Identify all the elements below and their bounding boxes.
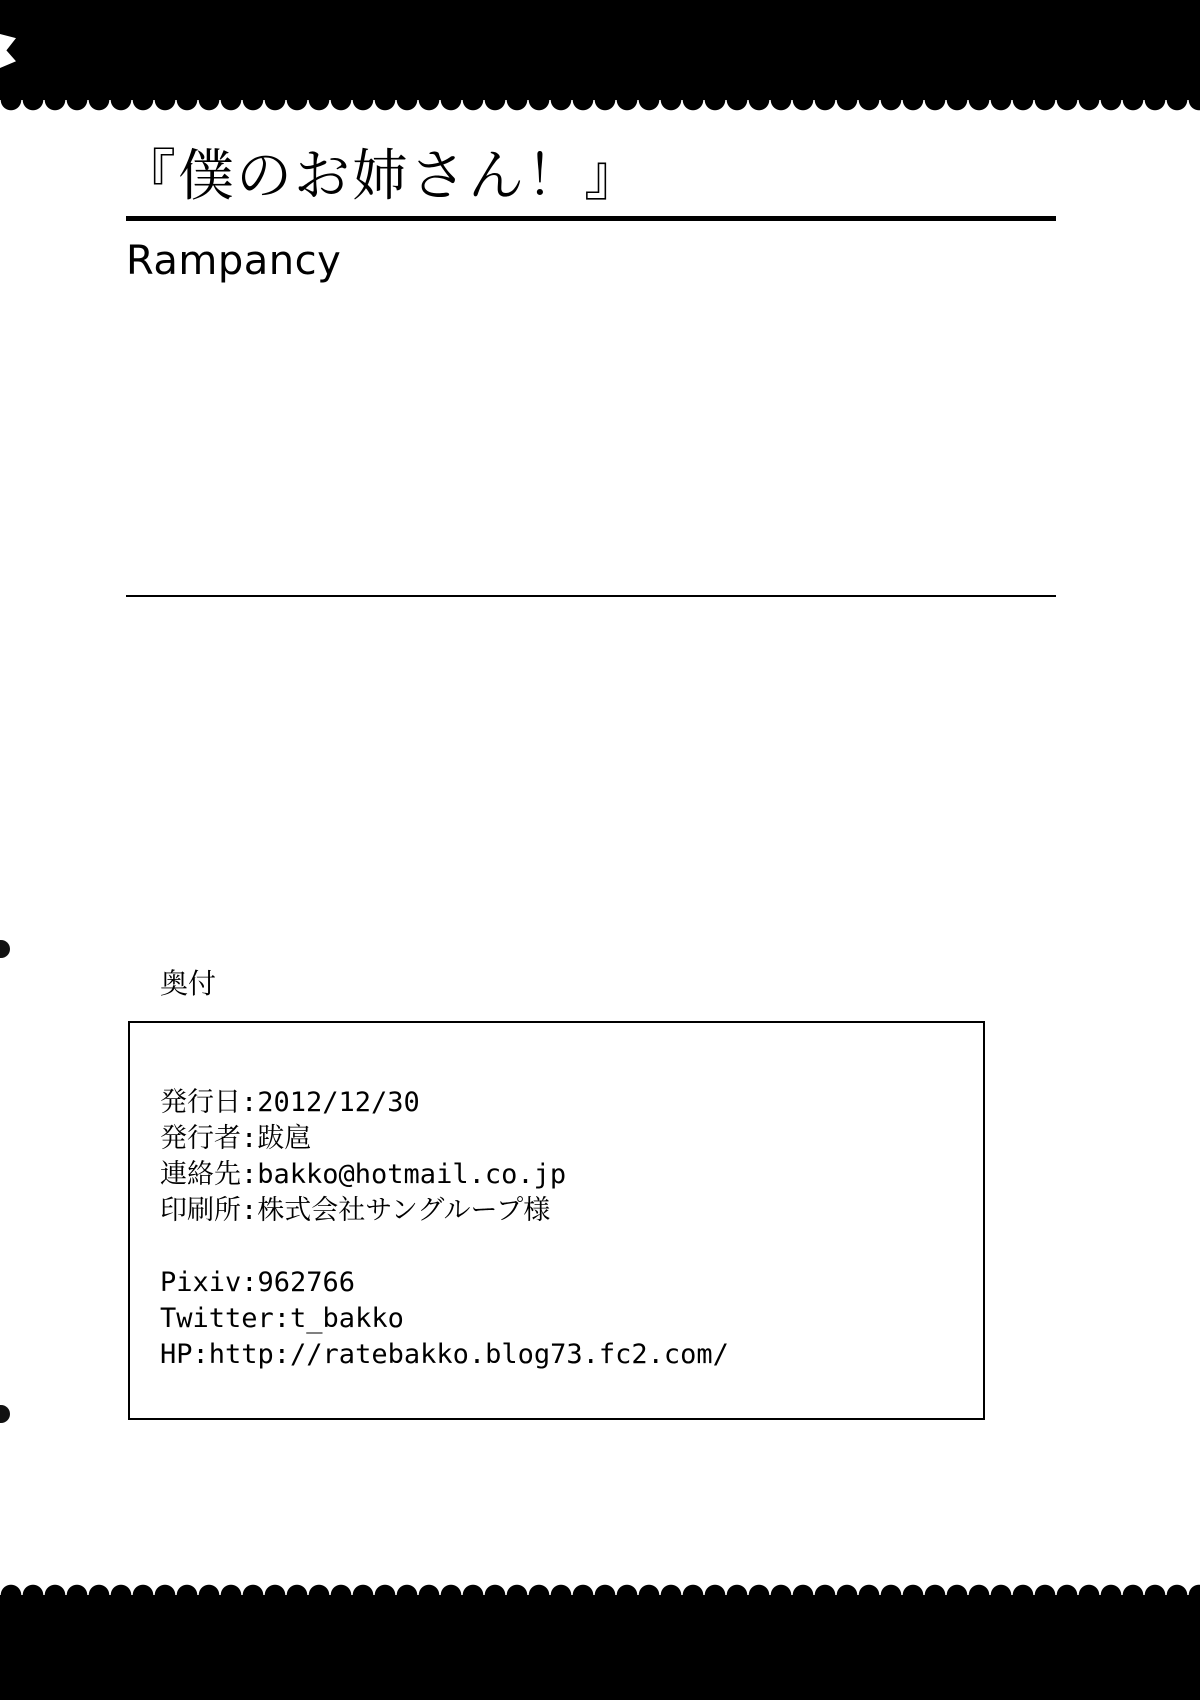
colophon-spacer — [160, 1229, 960, 1265]
colophon-publisher: 発行者:跋扈 — [160, 1123, 312, 1154]
page-title: 『僕のお姉さん！』 — [120, 144, 642, 209]
colophon-publish-date: 発行日:2012/12/30 — [160, 1087, 420, 1118]
colophon-content — [160, 1085, 960, 1373]
middle-divider-rule — [126, 595, 1056, 597]
colophon-contact: 連絡先:bakko@hotmail.co.jp — [160, 1159, 567, 1190]
colophon-twitter: Twitter:t_bakko — [160, 1303, 404, 1334]
colophon-printer: 印刷所:株式会社サングループ様 — [160, 1195, 551, 1226]
circle-name: Rampancy — [126, 238, 342, 284]
left-edge-nub-upper — [0, 940, 10, 958]
bottom-scallop-border — [0, 1573, 1200, 1595]
left-edge-nub-lower — [0, 1405, 10, 1423]
bottom-black-band — [0, 1595, 1200, 1700]
colophon-heading: 奥付 — [160, 967, 217, 1000]
colophon-homepage: HP:http://ratebakko.blog73.fc2.com/ — [160, 1339, 729, 1370]
top-scallop-border — [0, 100, 1200, 122]
colophon-pixiv: Pixiv:962766 — [160, 1267, 356, 1298]
top-black-band — [0, 0, 1200, 100]
title-underline-rule — [126, 216, 1056, 221]
